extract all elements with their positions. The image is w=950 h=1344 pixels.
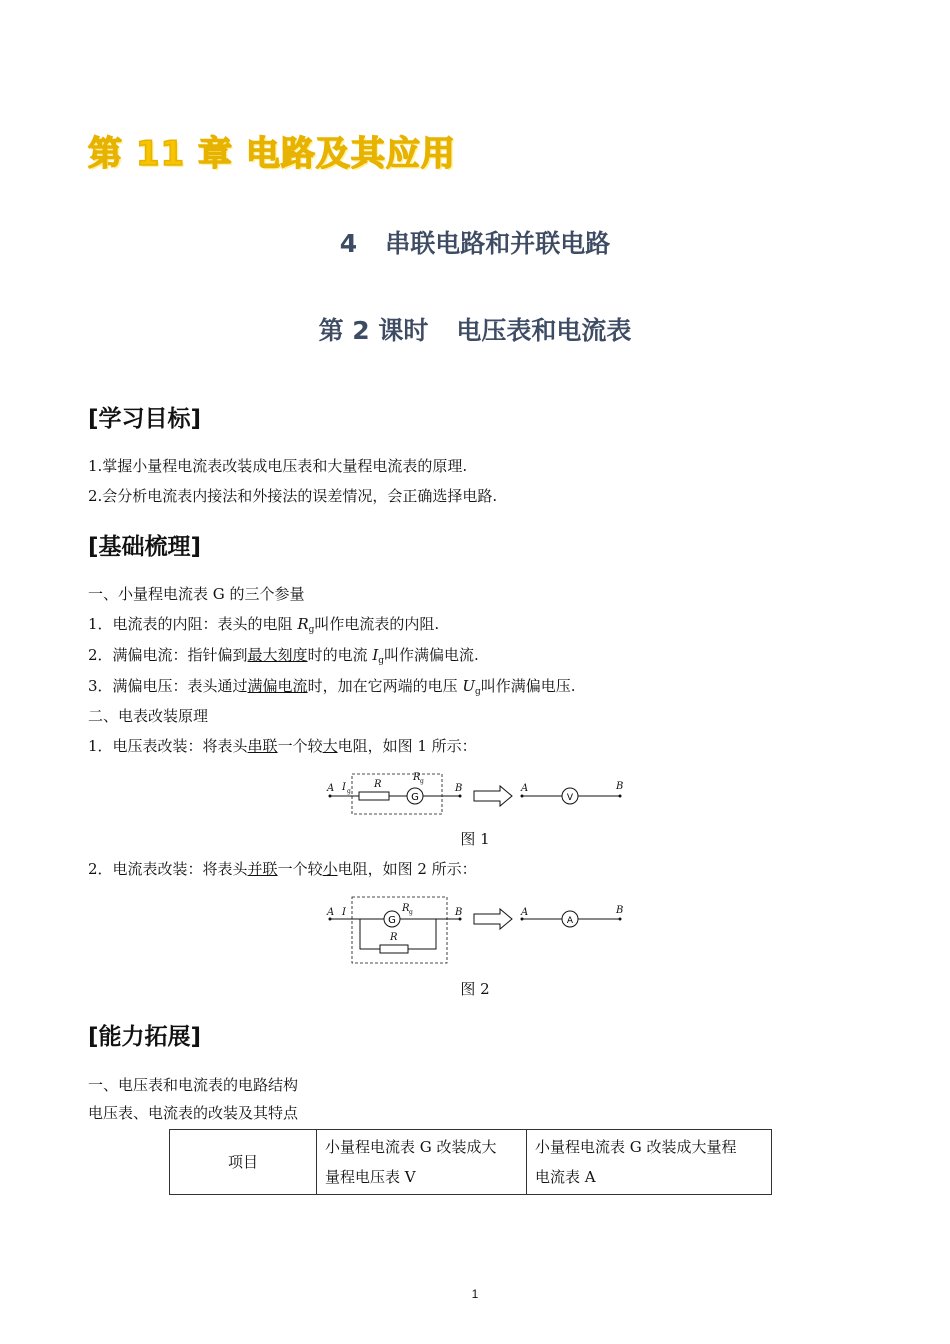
fig2-label-A2: A bbox=[521, 907, 529, 918]
figure-1-caption: 图 1 bbox=[460, 830, 490, 848]
extend-paragraph: 电压表、电流表的改装及其特点 bbox=[88, 1104, 299, 1122]
section-basics-heading: [基础梳理] bbox=[88, 534, 202, 560]
fig1-resistor-R bbox=[359, 792, 389, 800]
svg-text:g: g bbox=[409, 909, 413, 916]
goal-item: 1.掌握小量程电流表改装成电压表和大量程电流表的原理. bbox=[88, 457, 468, 475]
section-goals-heading: [学习目标] bbox=[88, 406, 202, 432]
fig2-label-B2: B bbox=[616, 905, 624, 916]
svg-text:V: V bbox=[566, 793, 574, 803]
fig2-label-R: R bbox=[390, 932, 398, 943]
fig2-label-Rg: R bbox=[402, 903, 410, 914]
fig2-arrow bbox=[474, 909, 512, 929]
svg-text:g: g bbox=[420, 778, 424, 785]
fig1-label-A: A bbox=[327, 783, 335, 794]
comparison-table bbox=[169, 1129, 772, 1195]
fig1-label-R: R bbox=[374, 779, 382, 790]
section-extend-heading: [能力拓展] bbox=[88, 1024, 202, 1050]
lesson-name: 串联电路和并联电路 bbox=[385, 229, 611, 258]
goal-item: 2.会分析电流表内接法和外接法的误差情况，会正确选择电路. bbox=[88, 487, 498, 505]
basics-item-5: 2．电流表改装：将表头并联一个较小电阻，如图 2 所示： bbox=[88, 860, 477, 878]
fig2-label-B: B bbox=[455, 907, 463, 918]
svg-text:G: G bbox=[411, 792, 419, 803]
basics-item-3: 3．满偏电压：表头通过满偏电流时，加在它两端的电压 $U_g$叫作满偏电压. bbox=[88, 677, 576, 697]
table-header-ammeter: 小量程电流表 G 改装成大量程 电流表 A bbox=[527, 1130, 772, 1195]
table-header-item: 项目 bbox=[170, 1130, 317, 1195]
basics-item-1: 1．电流表的内阻：表头的电阻 $R_g$叫作电流表的内阻. bbox=[88, 615, 440, 635]
fig2-label-A: A bbox=[327, 907, 335, 918]
fig1-label-B2: B bbox=[616, 781, 624, 792]
svg-text:g: g bbox=[347, 788, 351, 795]
page-number: 1 bbox=[471, 1287, 479, 1301]
figure-2-caption: 图 2 bbox=[460, 980, 490, 998]
basics-heading-1: 一、小量程电流表 G 的三个参量 bbox=[88, 585, 305, 603]
class-title bbox=[0, 311, 950, 347]
fig1-label-B: B bbox=[455, 783, 463, 794]
chapter-title: 第 11 章 电路及其应用 bbox=[88, 134, 456, 174]
class-period: 第 2 课时 bbox=[318, 316, 429, 345]
table-row bbox=[170, 1130, 772, 1195]
table-header-voltmeter: 小量程电流表 G 改装成大 量程电压表 V bbox=[317, 1130, 527, 1195]
figure-1-voltmeter-circuit bbox=[322, 768, 632, 820]
extend-heading-1: 一、电压表和电流表的电路结构 bbox=[88, 1076, 299, 1094]
class-topic: 电压表和电流表 bbox=[456, 316, 632, 345]
basics-heading-2: 二、电表改装原理 bbox=[88, 707, 209, 725]
fig1-label-Ig: I bbox=[342, 782, 346, 793]
lesson-number: 4 bbox=[339, 229, 358, 258]
figure-2-ammeter-circuit bbox=[322, 893, 632, 967]
fig1-arrow bbox=[474, 786, 512, 806]
svg-text:A: A bbox=[566, 916, 574, 926]
svg-text:G: G bbox=[388, 915, 396, 926]
lesson-title bbox=[0, 224, 950, 260]
basics-item-2: 2．满偏电流：指针偏到最大刻度时的电流 $I_g$叫作满偏电流. bbox=[88, 646, 479, 666]
basics-item-4: 1．电压表改装：将表头串联一个较大电阻，如图 1 所示： bbox=[88, 737, 477, 755]
fig1-label-Rg: R bbox=[413, 772, 421, 783]
fig2-resistor-R bbox=[380, 945, 408, 953]
fig2-label-I: I bbox=[342, 907, 346, 918]
fig1-label-A2: A bbox=[521, 783, 529, 794]
